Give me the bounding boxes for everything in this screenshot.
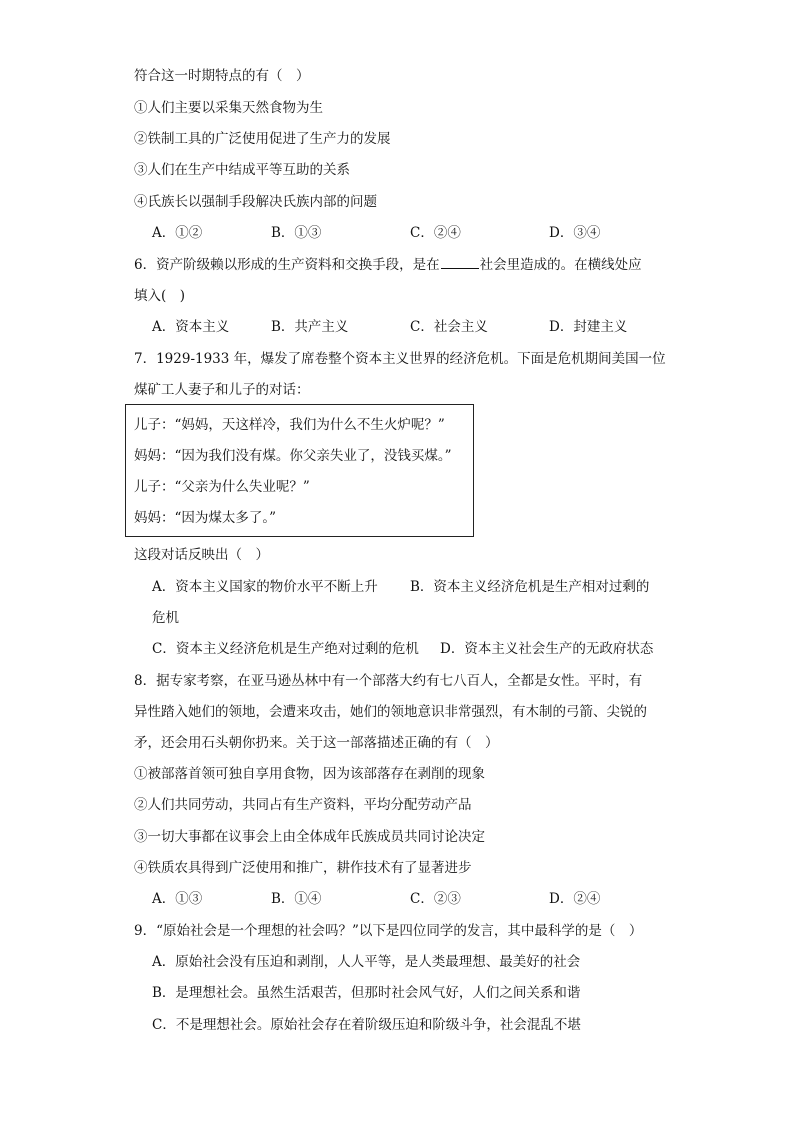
q7-option-b[interactable]: B．资本主义经济危机是生产相对过剩的 <box>410 579 650 595</box>
q7-option-b-continued: 危机 <box>152 610 179 626</box>
q5-option-d[interactable]: D．③④ <box>549 225 601 241</box>
q8-option-d[interactable]: D．②④ <box>549 891 601 907</box>
q6-option-c[interactable]: C．社会主义 <box>410 319 488 335</box>
q6-stem-after-blank: 社会里造成的。在横线处应 <box>479 257 642 273</box>
q9-option-b[interactable]: B．是理想社会。虽然生活艰苦，但那时社会风气好，人们之间关系和谐 <box>152 985 581 1001</box>
q6-option-b[interactable]: B．共产主义 <box>271 319 349 335</box>
q5-item-2: ②铁制工具的广泛使用促进了生产力的发展 <box>134 131 391 147</box>
q8-stem-line-2: 异性踏入她们的领地，会遭来攻击，她们的领地意识非常强烈，有木制的弓箭、尖锐的 <box>134 704 647 720</box>
q8-item-1: ①被部落首领可独自享用食物，因为该部落存在剥削的现象 <box>134 766 485 782</box>
q7-option-c[interactable]: C．资本主义经济危机是生产绝对过剩的危机 <box>152 641 419 657</box>
q5-option-a[interactable]: A．①② <box>152 225 203 241</box>
q6-option-d[interactable]: D．封建主义 <box>549 319 628 335</box>
q8-item-4: ④铁质农具得到广泛使用和推广，耕作技术有了显著进步 <box>134 860 472 876</box>
q8-item-2: ②人们共同劳动，共同占有生产资料，平均分配劳动产品 <box>134 797 472 813</box>
q8-option-b[interactable]: B．①④ <box>271 891 322 907</box>
q9-stem: 9．“原始社会是一个理想的社会吗？”以下是四位同学的发言，其中最科学的是（ ） <box>134 923 643 939</box>
q5-item-4: ④氏族长以强制手段解决氏族内部的问题 <box>134 194 377 210</box>
q9-option-a[interactable]: A．原始社会没有压迫和剥削，人人平等，是人类最理想、最美好的社会 <box>152 954 581 970</box>
q7-option-a[interactable]: A．资本主义国家的物价水平不断上升 <box>152 579 378 595</box>
q8-stem-line-3: 矛，还会用石头朝你扔来。关于这一部落描述正确的有（ ） <box>134 735 499 751</box>
dialog-line-4: 妈妈：“因为煤太多了。” <box>134 510 277 526</box>
dialog-box <box>125 404 474 537</box>
q7-question: 这段对话反映出（ ） <box>134 547 269 563</box>
dialog-line-3: 儿子：“父亲为什么失业呢？” <box>134 479 310 495</box>
q5-option-c[interactable]: C．②④ <box>410 225 461 241</box>
dialog-line-1: 儿子：“妈妈，天这样冷，我们为什么不生火炉呢？” <box>134 417 445 433</box>
answer-blank <box>441 256 479 269</box>
q7-stem-line-2: 煤矿工人妻子和儿子的对话： <box>134 382 310 398</box>
q8-item-3: ③一切大事都在议事会上由全体成年氏族成员共同讨论决定 <box>134 829 485 845</box>
dialog-line-2: 妈妈：“因为我们没有煤。你父亲失业了，没钱买煤。” <box>134 448 452 464</box>
q8-option-c[interactable]: C．②③ <box>410 891 461 907</box>
q6-stem-line-1 <box>134 256 642 274</box>
q8-option-a[interactable]: A．①③ <box>152 891 203 907</box>
q5-item-1: ①人们主要以采集天然食物为生 <box>134 100 323 116</box>
q5-item-3: ③人们在生产中结成平等互助的关系 <box>134 162 350 178</box>
q6-stem-line-2: 填入( ) <box>134 288 186 304</box>
q7-stem-line-1: 7．1929-1933 年，爆发了席卷整个资本主义世界的经济危机。下面是危机期间美国一位 <box>134 351 666 367</box>
q8-stem-line-1: 8．据专家考察，在亚马逊丛林中有一个部落大约有七八百人，全都是女性。平时，有 <box>134 673 643 689</box>
q5-option-b[interactable]: B．①③ <box>271 225 322 241</box>
q6-option-a[interactable]: A．资本主义 <box>152 319 230 335</box>
q9-option-c[interactable]: C．不是理想社会。原始社会存在着阶级压迫和阶级斗争，社会混乱不堪 <box>152 1017 581 1033</box>
q7-option-d[interactable]: D．资本主义社会生产的无政府状态 <box>440 641 654 657</box>
q5-stem-tail: 符合这一时期特点的有（ ） <box>134 68 310 84</box>
q6-stem-before-blank: 6．资产阶级赖以形成的生产资料和交换手段，是在 <box>134 257 440 273</box>
